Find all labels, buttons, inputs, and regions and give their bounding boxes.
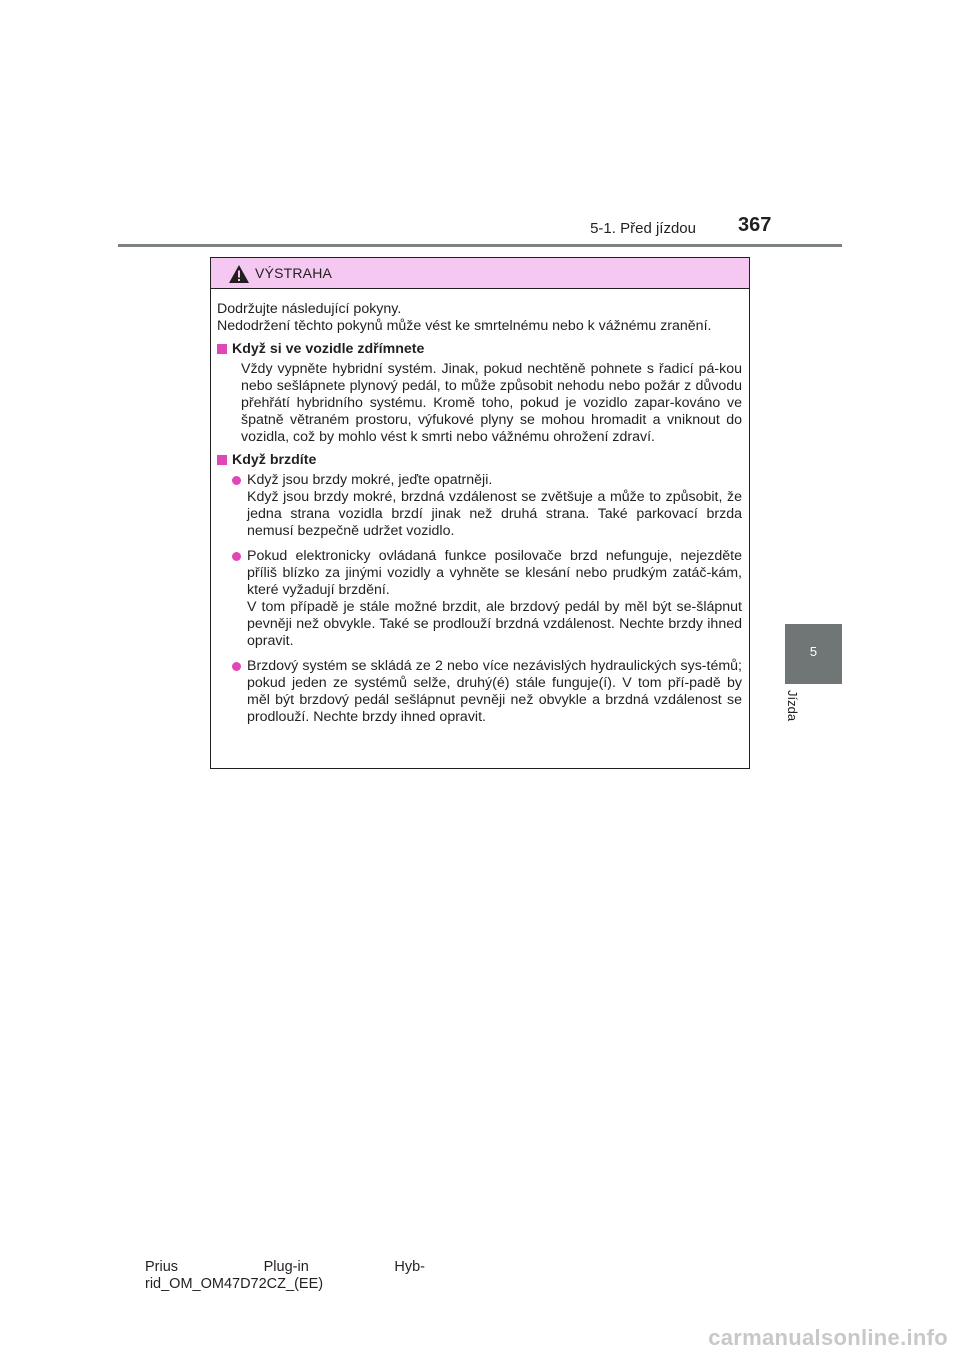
page-number: 367 (738, 214, 772, 236)
list-item-text: Když jsou brzdy mokré, brzdná vzdálenost se zvětšuje a může to způsobit, že jedna strana vozidla brzdí jinak než druhá strana. Také parkovací brzda nemusí bezpečně udržet vozidlo. (247, 489, 742, 539)
square-bullet-icon (217, 344, 227, 354)
circle-bullet-icon (232, 476, 241, 485)
footer-word: Prius (145, 1259, 179, 1275)
chapter-tab[interactable] (785, 624, 842, 684)
warning-triangle-icon (228, 264, 250, 284)
list-item (232, 548, 742, 650)
list-item-text: Brzdový systém se skládá ze 2 nebo více nezávislých hydraulických sys-témů; pokud jeden ze systémů selže, druhý(é) stále funguje(í). V tom pří-padě by měl být brzdový pedál sešlápnut pevněji než obvykle a brzdná vzdálenost se prodlouží. Nechte brzdy ihned opravit. (247, 658, 742, 725)
list-item-text: V tom případě je stále možné brzdit, ale brzdový pedál by měl být se-šlápnut pevněji než obvykle. Také se prodlouží brzdná vzdálenost. Nechte brzdy ihned opravit. (247, 599, 742, 649)
section-heading (217, 341, 742, 358)
intro-line: Nedodržení těchto pokynů může vést ke smrtelnému nebo k vážnému zranění. (217, 318, 712, 334)
footer-word: Plug-in (263, 1259, 309, 1275)
warning-body (211, 289, 749, 726)
warning-title: VÝSTRAHA (255, 265, 333, 281)
section-heading-text: Když brzdíte (232, 452, 317, 468)
section-heading-text: Když si ve vozidle zdřímnete (232, 341, 425, 357)
footer-code: rid_OM_OM47D72CZ_(EE) (145, 1276, 324, 1292)
section-paragraph: Vždy vypněte hybridní systém. Jinak, pokud nechtěně pohnete s řadicí pá-kou nebo sešlápnete plynový pedál, to může způsobit nehodu nebo požár z důvodu přehřátí hybridního systému. Kromě toho, pokud je vozidlo zapar-kováno ve špatně větraném prostoru, výfukové plyny se mohou hromadit a vniknout do vozidla, což by mohlo vést k smrti nebo vážnému ohrožení zdraví. (241, 361, 742, 445)
section-title: 5-1. Před jízdou (590, 220, 696, 237)
intro-line: Dodržujte následující pokyny. (217, 301, 402, 317)
circle-bullet-icon (232, 552, 241, 561)
list-item (232, 658, 742, 726)
list-item-text: Když jsou brzdy mokré, jeďte opatrněji. (247, 472, 493, 488)
footer-word: Hyb- (394, 1259, 425, 1275)
square-bullet-icon (217, 455, 227, 465)
list-item (232, 472, 742, 540)
header-rule (118, 244, 842, 247)
circle-bullet-icon (232, 662, 241, 671)
list-item-text: Pokud elektronicky ovládaná funkce posilovače brzd nefunguje, nejezděte příliš blízko za jinými vozidly a vyhněte se klesání nebo prudkým zatáč-kám, které vyžadují brzdění. (247, 548, 742, 598)
document-footer (145, 1259, 445, 1293)
chapter-label (785, 690, 805, 750)
warning-header (211, 258, 749, 289)
watermark: carmanualsonline.info (708, 1325, 948, 1350)
chapter-label-text: Jízda (785, 690, 800, 722)
section-heading (217, 452, 742, 469)
warning-box (210, 257, 750, 769)
chapter-number: 5 (809, 644, 818, 659)
